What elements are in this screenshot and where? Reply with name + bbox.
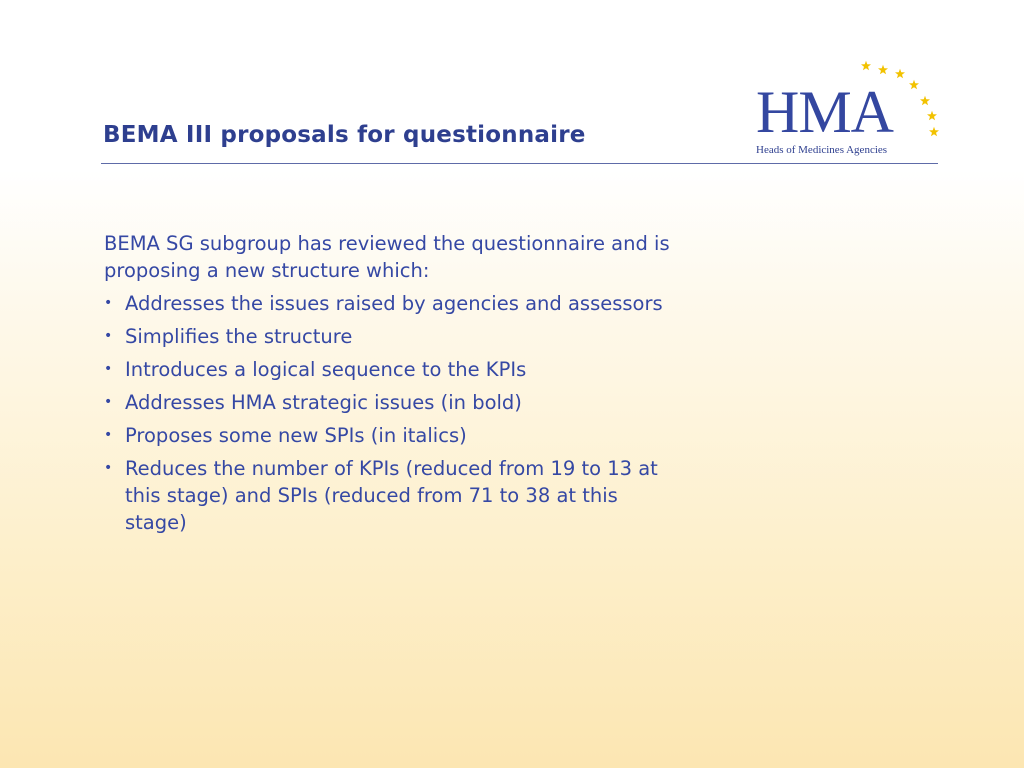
bullet-item: [104, 455, 684, 536]
intro-paragraph: BEMA SG subgroup has reviewed the questionnaire and is proposing a new structure which:: [104, 232, 670, 282]
bullet-text: Simplifies the structure: [125, 325, 353, 348]
bullet-icon: •: [104, 328, 113, 344]
bullet-item: [104, 290, 684, 317]
slide-title: BEMA III proposals for questionnaire: [103, 122, 586, 148]
slide-body: [104, 230, 684, 542]
bullet-text: Proposes some new SPIs (in italics): [125, 424, 467, 447]
hma-logo: [752, 58, 952, 162]
bullet-item: [104, 323, 684, 350]
bullet-icon: •: [104, 394, 113, 410]
bullet-icon: •: [104, 361, 113, 377]
bullet-text: Addresses HMA strategic issues (in bold): [125, 391, 522, 414]
bullet-item: [104, 422, 684, 449]
bullet-text: Reduces the number of KPIs (reduced from 19 to 13 at this stage) and SPIs (reduced from 71 to 38 at this stage): [125, 457, 658, 534]
logo-wordmark: HMA: [756, 79, 894, 145]
bullet-item: [104, 356, 684, 383]
bullet-item: [104, 389, 684, 416]
logo-subtitle: Heads of Medicines Agencies: [756, 144, 888, 156]
bullet-icon: •: [104, 460, 113, 476]
bullet-icon: •: [104, 295, 113, 311]
bullet-text: Introduces a logical sequence to the KPIs: [125, 358, 527, 381]
title-divider: [101, 163, 938, 164]
bullet-icon: •: [104, 427, 113, 443]
bullet-list: [104, 290, 684, 536]
bullet-text: Addresses the issues raised by agencies and assessors: [125, 292, 663, 315]
